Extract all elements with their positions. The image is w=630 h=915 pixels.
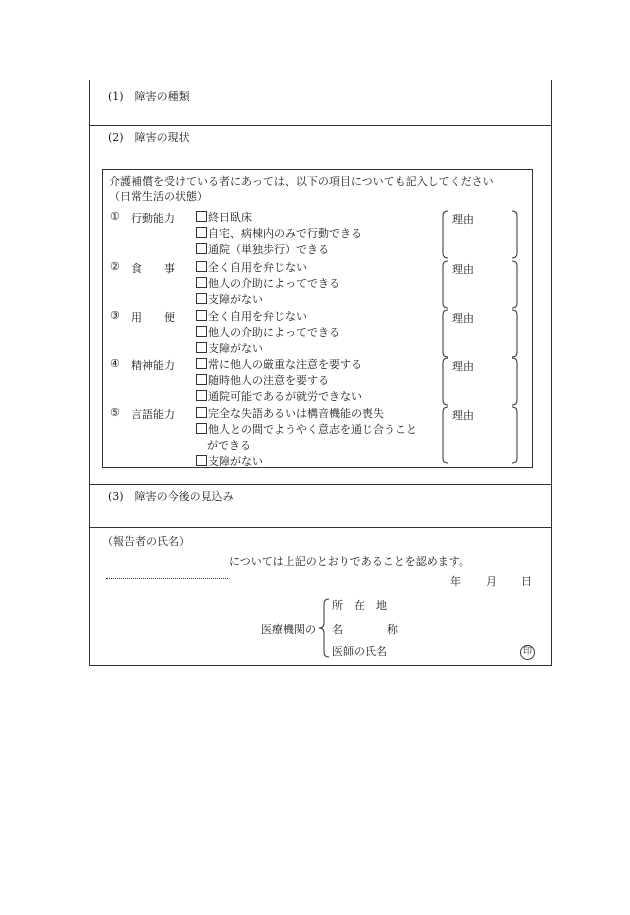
instruction-subtitle: （日常生活の状態）: [109, 190, 208, 203]
section-prognosis: (3) 障害の今後の見込み: [108, 490, 234, 503]
date-day-label: 日: [521, 575, 532, 588]
option-checkbox[interactable]: 全く自用を弁じない: [196, 260, 340, 276]
option-checkbox[interactable]: 終日臥床: [196, 210, 362, 226]
doctor-name-label: 医師の氏名: [332, 645, 387, 658]
option-checkbox[interactable]: 常に他人の厳重な注意を要する: [196, 357, 362, 373]
reporter-name-field[interactable]: [106, 566, 228, 579]
option-checkbox[interactable]: 支障がない: [196, 454, 417, 470]
certification-statement: については上記のとおりであることを認めます。: [229, 555, 470, 568]
option-checkbox[interactable]: 通院（単独歩行）できる: [196, 242, 362, 258]
left-brace: [318, 598, 330, 658]
reason-field[interactable]: [442, 309, 518, 358]
reporter-label: （報告者の氏名）: [102, 535, 190, 548]
option-checkbox[interactable]: 他人の介助によってできる: [196, 325, 340, 341]
option-checkbox[interactable]: 随時他人の注意を要する: [196, 373, 362, 389]
care-status-box: [102, 169, 533, 468]
reason-label: 理由: [452, 312, 474, 325]
date-year-label: 年: [450, 575, 461, 588]
item-name: 用 便: [131, 311, 175, 324]
item-name: 精神能力: [131, 359, 175, 372]
option-checkbox[interactable]: 自宅、病棟内のみで行動できる: [196, 226, 362, 242]
reason-label: 理由: [452, 360, 474, 373]
section-disability-status: (2) 障害の現状: [108, 131, 190, 144]
reason-field[interactable]: [442, 357, 518, 406]
option-checkbox[interactable]: 他人との間でようやく意志を通じ合うこと: [196, 422, 417, 438]
item-number: ⑤: [110, 406, 120, 419]
divider: [90, 527, 551, 528]
item-number: ③: [110, 309, 120, 322]
seal-icon: 印: [520, 645, 535, 660]
reason-label: 理由: [452, 263, 474, 276]
item-name: 食 事: [131, 262, 175, 275]
reason-label: 理由: [452, 409, 474, 422]
divider: [90, 125, 551, 126]
option-checkbox[interactable]: 支障がない: [196, 341, 340, 357]
item-number: ④: [110, 357, 120, 370]
item-name: 言語能力: [131, 408, 175, 421]
instruction-text: 介護補償を受けている者にあっては、以下の項目についても記入してください: [109, 175, 494, 188]
item-number: ①: [110, 210, 120, 223]
option-checkbox[interactable]: 通院可能であるが就労できない: [196, 389, 362, 405]
divider: [90, 484, 551, 485]
reason-label: 理由: [452, 213, 474, 226]
date-month-label: 月: [486, 575, 497, 588]
reason-field[interactable]: [442, 406, 518, 464]
section-disability-type: (1) 障害の種類: [108, 90, 190, 103]
report-form: [89, 80, 552, 666]
item-name: 行動能力: [131, 212, 175, 225]
option-continuation: ができる: [207, 439, 251, 452]
option-checkbox[interactable]: 全く自用を弁じない: [196, 309, 340, 325]
option-checkbox[interactable]: 完全な失語あるいは構音機能の喪失: [196, 406, 417, 422]
institution-name-label: 名 称: [332, 623, 398, 636]
institution-label: 医療機関の: [261, 623, 316, 636]
option-checkbox[interactable]: 支障がない: [196, 292, 340, 308]
reason-field[interactable]: [442, 210, 518, 259]
address-label: 所 在 地: [332, 599, 387, 612]
option-checkbox[interactable]: 他人の介助によってできる: [196, 276, 340, 292]
reason-field[interactable]: [442, 260, 518, 309]
item-number: ②: [110, 260, 120, 273]
